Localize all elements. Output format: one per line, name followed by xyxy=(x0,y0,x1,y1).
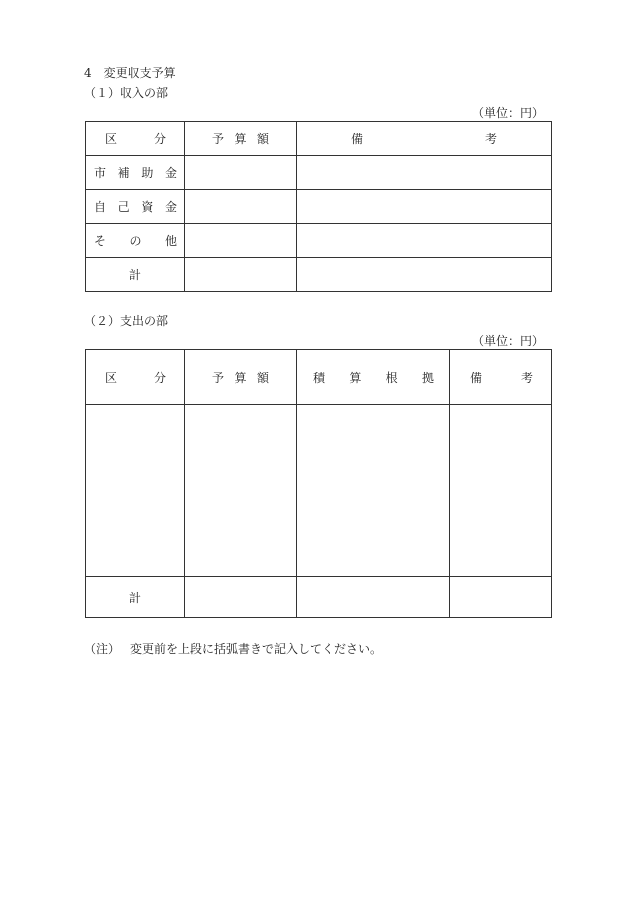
basis-cell[interactable] xyxy=(297,405,450,577)
remarks-cell[interactable] xyxy=(297,258,552,292)
header-text: 算 xyxy=(234,370,247,385)
header-basis-cell xyxy=(297,350,450,405)
header-text: 算 xyxy=(349,370,362,385)
note xyxy=(84,640,382,657)
income-table xyxy=(85,121,552,292)
header-text: 額 xyxy=(256,132,269,146)
header-text: 額 xyxy=(256,370,269,385)
header-text: 根 xyxy=(385,370,398,385)
row-label: 補 xyxy=(117,166,130,180)
note-label: （注） xyxy=(84,642,121,656)
header-text: 予 xyxy=(212,132,225,146)
row-label-cell xyxy=(86,156,185,190)
header-remarks-cell xyxy=(450,350,552,405)
header-category-cell xyxy=(86,122,185,156)
income-row xyxy=(86,156,552,190)
row-label: の xyxy=(129,234,142,248)
remarks-cell[interactable] xyxy=(297,190,552,224)
row-label: そ xyxy=(94,234,107,248)
section-heading: 4 変更収支予算 xyxy=(84,66,176,80)
header-remarks-cell xyxy=(297,122,552,156)
income-row xyxy=(86,190,552,224)
income-title: （１）収入の部 xyxy=(84,86,169,100)
budget-cell[interactable] xyxy=(185,258,297,292)
header-text: 予 xyxy=(212,370,225,385)
header-budget-cell xyxy=(185,122,297,156)
basis-cell[interactable] xyxy=(297,577,450,618)
total-label: 計 xyxy=(86,577,185,618)
header-text: 拠 xyxy=(421,370,434,385)
budget-cell[interactable] xyxy=(185,190,297,224)
header-text: 備 xyxy=(470,370,483,385)
row-label-cell xyxy=(86,190,185,224)
header-text: 区 xyxy=(105,370,118,385)
row-label: 金 xyxy=(164,200,177,214)
note-text: 変更前を上段に括弧書きで記入してください。 xyxy=(130,642,383,656)
header-text: 分 xyxy=(153,132,166,146)
category-cell[interactable] xyxy=(86,405,185,577)
budget-cell[interactable] xyxy=(185,156,297,190)
row-label: 自 xyxy=(94,200,107,214)
income-header-row xyxy=(86,122,552,156)
expense-unit: （単位：円） xyxy=(472,334,545,348)
header-text: 積 xyxy=(313,370,326,385)
remarks-cell[interactable] xyxy=(450,577,552,618)
header-text: 考 xyxy=(484,132,497,146)
row-label: 己 xyxy=(117,200,130,214)
row-label: 資 xyxy=(141,200,154,214)
remarks-cell[interactable] xyxy=(450,405,552,577)
header-text: 区 xyxy=(105,132,118,146)
expense-table xyxy=(85,349,552,618)
remarks-cell[interactable] xyxy=(297,224,552,258)
row-label: 市 xyxy=(94,166,107,180)
expense-body-row xyxy=(86,405,552,577)
row-label: 金 xyxy=(164,166,177,180)
income-unit: （単位：円） xyxy=(472,106,545,120)
total-label: 計 xyxy=(86,258,185,292)
expense-title: （２）支出の部 xyxy=(84,314,169,328)
budget-cell[interactable] xyxy=(185,577,297,618)
expense-header-row xyxy=(86,350,552,405)
header-text: 算 xyxy=(234,132,247,146)
row-label: 他 xyxy=(164,234,177,248)
header-category-cell xyxy=(86,350,185,405)
income-row xyxy=(86,224,552,258)
header-text: 備 xyxy=(351,132,364,146)
remarks-cell[interactable] xyxy=(297,156,552,190)
header-text: 考 xyxy=(520,370,533,385)
header-text: 分 xyxy=(153,370,166,385)
header-budget-cell xyxy=(185,350,297,405)
budget-cell[interactable] xyxy=(185,405,297,577)
row-label: 助 xyxy=(141,166,154,180)
budget-cell[interactable] xyxy=(185,224,297,258)
expense-total-row xyxy=(86,577,552,618)
income-total-row xyxy=(86,258,552,292)
row-label-cell xyxy=(86,224,185,258)
